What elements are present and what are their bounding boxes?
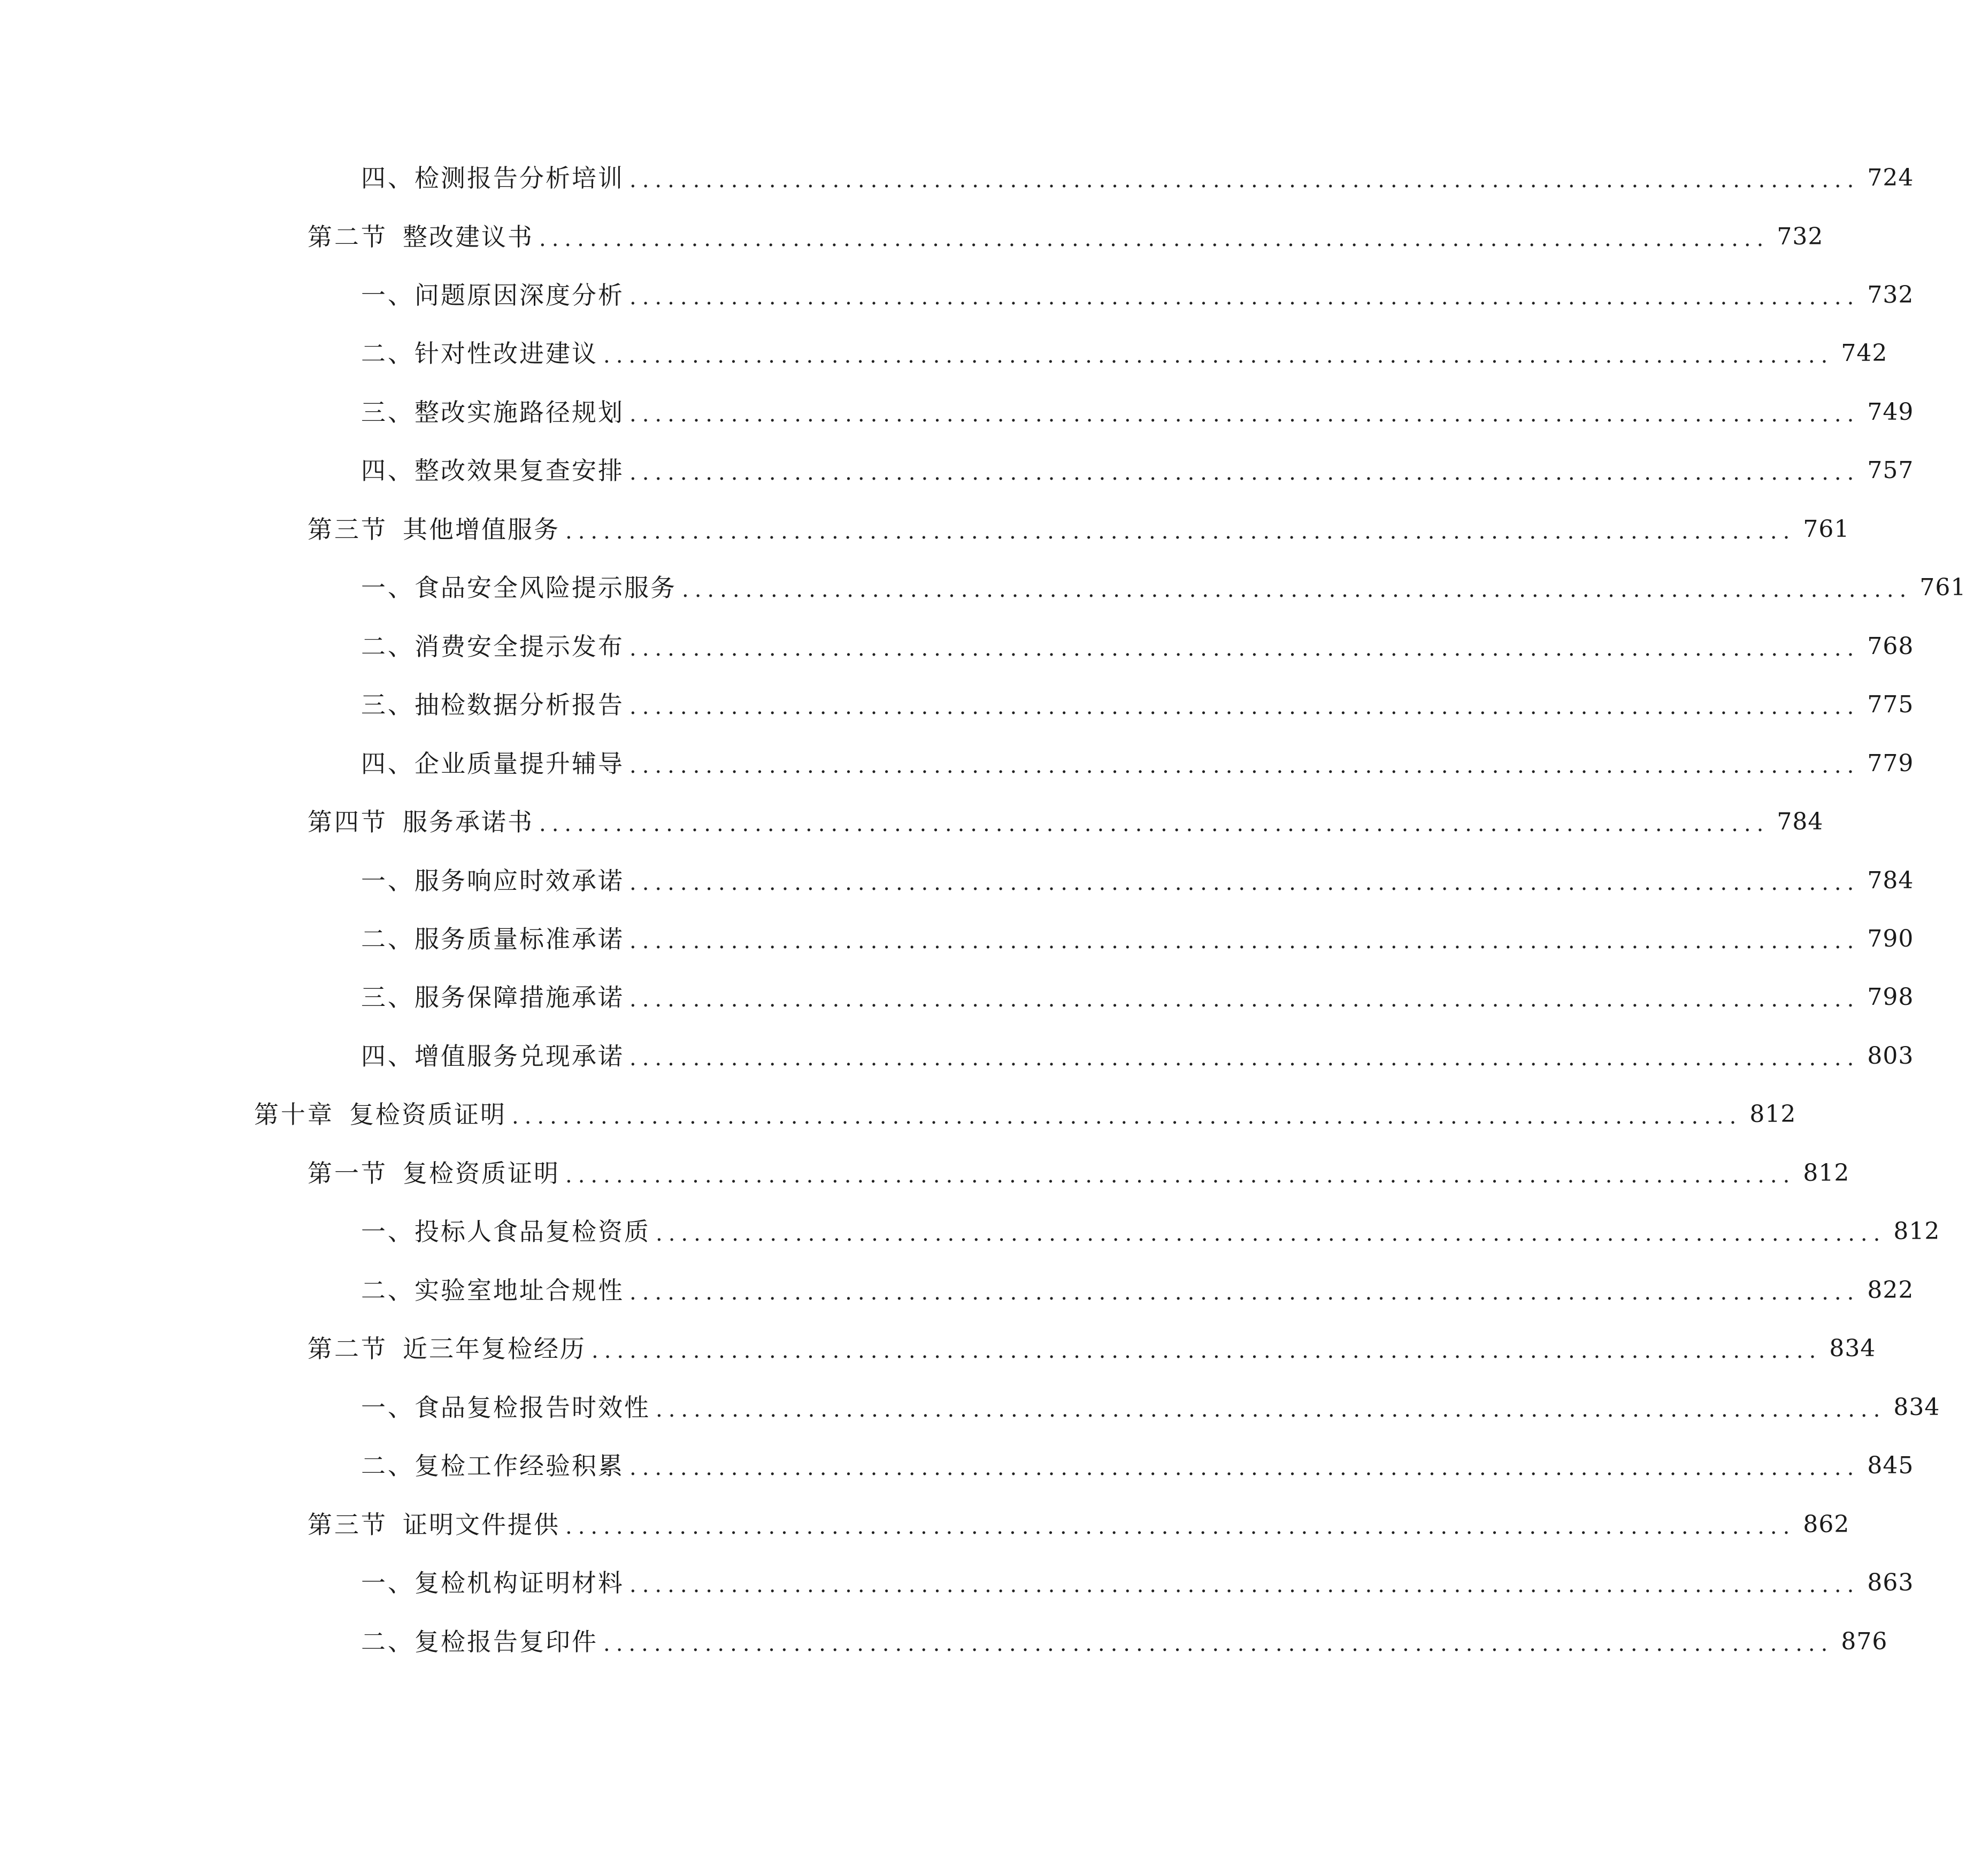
toc-entry-title: 针对性改进建议 (414, 339, 598, 368)
toc-entry-title: 服务质量标准承诺 (414, 925, 624, 954)
toc-dot-leader: ................................................................................................. (656, 1397, 1886, 1422)
toc-dot-leader: ................................................................................................. (629, 402, 1860, 427)
toc-dot-leader: ................................................................................................. (629, 754, 1860, 778)
toc-entry[interactable] (361, 979, 1914, 1016)
toc-entry-number: 二、 (361, 632, 414, 661)
toc-page-number: 761 (1919, 574, 1966, 601)
toc-dot-leader: ................................................................................................. (629, 460, 1860, 485)
toc-dot-leader: ................................................................................................. (565, 1163, 1796, 1188)
toc-page-number: 790 (1867, 925, 1914, 952)
toc-page-number: 749 (1867, 398, 1914, 426)
toc-entry-number: 三、 (361, 398, 414, 427)
toc-dot-leader: ................................................................................................. (629, 1456, 1860, 1480)
toc-entry-title: 其他增值服务 (403, 515, 560, 544)
toc-entry-title: 企业质量提升辅导 (414, 749, 624, 778)
toc-entry-title: 服务保障措施承诺 (414, 983, 624, 1012)
toc-dot-leader: ................................................................................................. (629, 1573, 1860, 1597)
toc-entry-number: 一、 (361, 573, 414, 602)
toc-entry-title: 食品安全风险提示服务 (414, 573, 677, 602)
toc-dot-leader: ................................................................................................. (629, 285, 1860, 310)
toc-dot-leader: ................................................................................................. (539, 227, 1770, 251)
toc-entry-title: 增值服务兑现承诺 (414, 1042, 624, 1071)
toc-entry[interactable] (361, 745, 1914, 782)
toc-entry-title: 复检工作经验积累 (414, 1451, 624, 1480)
toc-entry-number: 第三节 (308, 1510, 388, 1539)
toc-entry-number: 二、 (361, 1451, 414, 1480)
toc-entry-number: 第一节 (308, 1159, 388, 1188)
toc-entry-number: 四、 (361, 456, 414, 485)
toc-entry-title: 整改实施路径规划 (414, 398, 624, 427)
toc-page-number: 822 (1867, 1277, 1914, 1304)
toc-entry-title: 复检报告复印件 (414, 1627, 598, 1656)
toc-entry[interactable] (361, 335, 1888, 372)
toc-dot-leader: ................................................................................................. (629, 168, 1860, 193)
toc-entry[interactable] (361, 862, 1914, 899)
toc-entry[interactable] (361, 1447, 1914, 1485)
toc-entry[interactable] (361, 920, 1914, 958)
toc-entry-number: 三、 (361, 690, 414, 719)
toc-page-number: 779 (1867, 750, 1914, 777)
toc-entry-number: 四、 (361, 164, 414, 193)
toc-entry-number: 一、 (361, 866, 414, 895)
toc-page-number: 812 (1803, 1159, 1850, 1187)
toc-entry-number: 三、 (361, 983, 414, 1012)
toc-page-number: 812 (1893, 1218, 1940, 1245)
toc-page-number: 863 (1867, 1569, 1914, 1596)
toc-dot-leader: ................................................................................................. (603, 1632, 1834, 1656)
toc-page-number: 775 (1867, 691, 1914, 718)
toc-entry-number: 一、 (361, 281, 414, 310)
toc-entry-title: 食品复检报告时效性 (414, 1393, 650, 1422)
toc-entry-title: 复检机构证明材料 (414, 1569, 624, 1597)
toc-entry[interactable] (361, 1037, 1914, 1075)
toc-entry-title: 证明文件提供 (403, 1510, 560, 1539)
toc-entry-title: 抽检数据分析报告 (414, 690, 624, 719)
toc-entry[interactable] (361, 394, 1914, 431)
toc-page-number: 834 (1893, 1394, 1940, 1421)
toc-page-number: 876 (1841, 1628, 1888, 1655)
toc-entry[interactable] (254, 1096, 1796, 1133)
toc-page-number: 862 (1803, 1511, 1850, 1538)
toc-dot-leader: ................................................................................................. (565, 519, 1796, 544)
toc-dot-leader: ................................................................................................. (656, 1221, 1886, 1246)
toc-dot-leader: ................................................................................................. (629, 929, 1860, 954)
toc-entry[interactable] (361, 1564, 1914, 1602)
toc-entry-title: 整改建议书 (403, 222, 534, 251)
toc-dot-leader: ................................................................................................. (603, 343, 1834, 368)
toc-entry-title: 复检资质证明 (349, 1100, 506, 1129)
toc-entry[interactable] (361, 1213, 1940, 1250)
toc-entry[interactable] (308, 1330, 1876, 1367)
toc-page-number: 784 (1867, 867, 1914, 894)
toc-entry-number: 二、 (361, 925, 414, 954)
toc-page-number: 732 (1867, 281, 1914, 309)
toc-entry[interactable] (361, 628, 1914, 665)
toc-entry-number: 第三节 (308, 515, 388, 544)
toc-entry-number: 二、 (361, 339, 414, 368)
toc-dot-leader: ................................................................................................. (629, 871, 1860, 895)
toc-entry[interactable] (308, 803, 1824, 841)
toc-page-number: 803 (1867, 1042, 1914, 1070)
toc-entry-title: 近三年复检经历 (403, 1334, 586, 1363)
toc-dot-leader: ................................................................................................. (629, 695, 1860, 719)
toc-entry-number: 第十章 (254, 1100, 334, 1129)
toc-dot-leader: ................................................................................................. (629, 987, 1860, 1012)
toc-entry-title: 复检资质证明 (403, 1159, 560, 1188)
toc-entry-number: 第二节 (308, 222, 388, 251)
toc-entry-number: 第四节 (308, 808, 388, 836)
toc-dot-leader: ................................................................................................. (682, 578, 1913, 602)
toc-entry-number: 一、 (361, 1393, 414, 1422)
toc-entry-number: 四、 (361, 749, 414, 778)
toc-page-number: 768 (1867, 633, 1914, 660)
toc-page-number: 757 (1867, 457, 1914, 484)
toc-entry-title: 检测报告分析培训 (414, 164, 624, 193)
toc-entry-number: 二、 (361, 1276, 414, 1305)
toc-page-number: 784 (1777, 808, 1824, 835)
toc-entry[interactable] (361, 686, 1914, 724)
toc-page-number: 845 (1867, 1452, 1914, 1479)
toc-entry-title: 问题原因深度分析 (414, 281, 624, 310)
toc-entry-title: 投标人食品复检资质 (414, 1217, 650, 1246)
toc-dot-leader: ................................................................................................. (565, 1514, 1796, 1539)
toc-dot-leader: ................................................................................................. (512, 1104, 1742, 1129)
toc-entry-number: 一、 (361, 1569, 414, 1597)
toc-entry[interactable] (361, 276, 1914, 314)
toc-entry[interactable] (361, 159, 1914, 197)
toc-entry[interactable] (308, 218, 1824, 256)
toc-entry[interactable] (308, 1155, 1850, 1192)
toc-entry[interactable] (308, 511, 1850, 548)
toc-entry-title: 消费安全提示发布 (414, 632, 624, 661)
toc-entry[interactable] (361, 452, 1914, 489)
toc-dot-leader: ................................................................................................. (629, 636, 1860, 661)
toc-page-number: 812 (1749, 1101, 1796, 1128)
toc-entry-title: 服务响应时效承诺 (414, 866, 624, 895)
toc-entry-title: 整改效果复查安排 (414, 456, 624, 485)
toc-dot-leader: ................................................................................................. (629, 1280, 1860, 1305)
toc-entry-number: 第二节 (308, 1334, 388, 1363)
toc-entry-title: 实验室地址合规性 (414, 1276, 624, 1305)
toc-entry[interactable] (361, 569, 1966, 606)
toc-entry-number: 二、 (361, 1627, 414, 1656)
toc-entry[interactable] (308, 1506, 1850, 1543)
toc-page-number: 798 (1867, 983, 1914, 1011)
toc-entry-number: 四、 (361, 1042, 414, 1071)
toc-page-number: 724 (1867, 164, 1914, 191)
toc-entry[interactable] (361, 1272, 1914, 1309)
toc-page-number: 732 (1777, 223, 1824, 250)
toc-entry[interactable] (361, 1623, 1888, 1660)
toc-dot-leader: ................................................................................................. (539, 812, 1770, 836)
toc-entry[interactable] (361, 1389, 1940, 1426)
toc-page-number: 742 (1841, 340, 1888, 367)
toc-dot-leader: ................................................................................................. (592, 1339, 1822, 1363)
toc-page-number: 834 (1829, 1335, 1876, 1362)
toc-entry-title: 服务承诺书 (403, 808, 534, 836)
toc-page-number: 761 (1803, 516, 1850, 543)
toc-dot-leader: ................................................................................................. (629, 1046, 1860, 1071)
toc-entry-number: 一、 (361, 1217, 414, 1246)
